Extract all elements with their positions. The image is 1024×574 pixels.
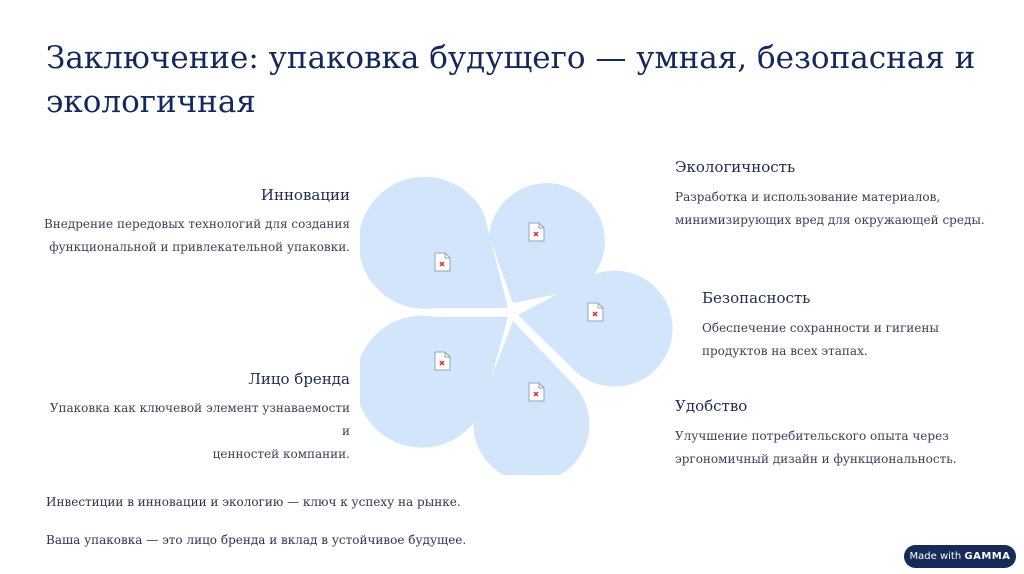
- brand-block: [40, 369, 350, 466]
- convenience-heading: Удобство: [675, 397, 748, 415]
- page-title: Заключение: упаковка будущего — умная, безопасная и экологичная: [46, 40, 976, 120]
- eco-text-line-2: минимизирующих вред для окружающей среды.: [675, 213, 985, 227]
- broken-image-icon: [528, 222, 546, 242]
- safety-text-line-1: Обеспечение сохранности и гигиены: [702, 321, 939, 335]
- broken-image-icon: [587, 302, 605, 322]
- badge-brand: GAMMA: [964, 551, 1011, 562]
- convenience-text-line-1: Улучшение потребительского опыта через: [675, 429, 949, 443]
- eco-text-line-1: Разработка и использование материалов,: [675, 190, 941, 204]
- safety-text-line-2: продуктов на всех этапах.: [702, 344, 868, 358]
- eco-block: [675, 157, 995, 232]
- broken-image-icon: [434, 252, 452, 272]
- badge-prefix: Made with: [909, 551, 962, 562]
- convenience-text-line-2: эргономичный дизайн и функциональность.: [675, 452, 957, 466]
- footer-line-2: Ваша упаковка — это лицо бренда и вклад в устойчивое будущее.: [46, 533, 467, 547]
- petal-flower-diagram: [360, 150, 680, 475]
- brand-heading: Лицо бренда: [248, 370, 350, 388]
- footer-line-1: Инвестиции в инновации и экологию — ключ к успеху на рынке.: [46, 495, 461, 509]
- innovations-block: [40, 185, 350, 259]
- brand-text-line-2: ценностей компании.: [212, 447, 350, 461]
- innovations-text-line-2: функциональной и привлекательной упаковки.: [49, 240, 350, 254]
- eco-heading: Экологичность: [675, 158, 796, 176]
- petal-innovations: [360, 177, 508, 309]
- convenience-block: [675, 396, 995, 471]
- broken-image-icon: [528, 382, 546, 402]
- safety-heading: Безопасность: [702, 289, 811, 307]
- made-with-badge[interactable]: [904, 545, 1016, 568]
- broken-image-icon: [434, 351, 452, 371]
- innovations-text-line-1: Внедрение передовых технологий для создания: [43, 217, 350, 231]
- safety-block: [702, 288, 1002, 363]
- innovations-heading: Инновации: [260, 186, 350, 204]
- brand-text-line-1: Упаковка как ключевой элемент узнаваемости и: [49, 401, 350, 438]
